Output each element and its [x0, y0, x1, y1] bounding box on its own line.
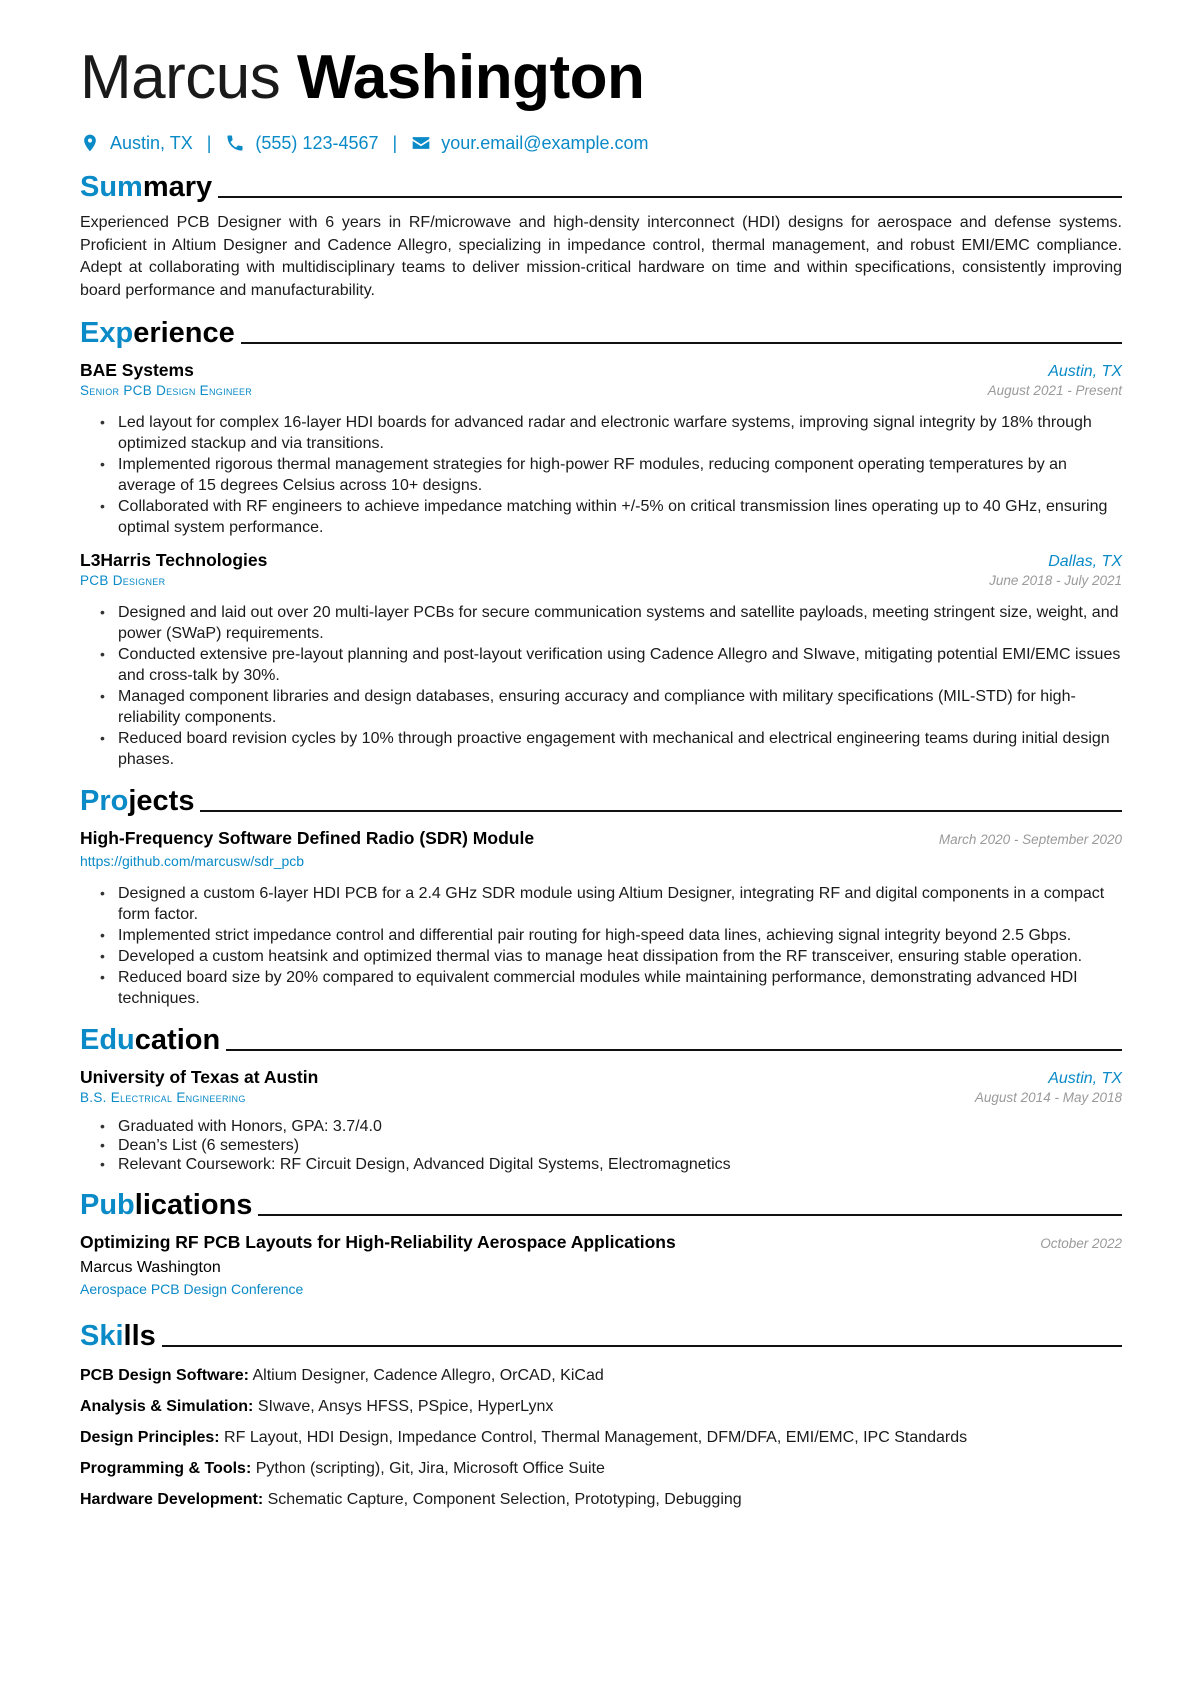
school-location: Austin, TX	[1048, 1070, 1122, 1087]
list-item: • Collaborated with RF engineers to achieve impedance matching within +/-5% on critical transmission lines operating up to 40 GHz, ensuring optimal system performance.	[100, 496, 1122, 538]
candidate-name	[80, 38, 1122, 118]
skill-row: Programming & Tools: Python (scripting), Git, Jira, Microsoft Office Suite	[80, 1460, 605, 1477]
job-bullets	[80, 412, 1122, 538]
phone-icon	[225, 133, 245, 153]
location-text: Austin, TX	[110, 132, 193, 153]
envelope-icon	[411, 133, 431, 153]
project-link[interactable]: https://github.com/marcusw/sdr_pcb	[80, 853, 305, 869]
publication-title: Optimizing RF PCB Layouts for High-Reliability Aerospace Applications	[80, 1232, 676, 1252]
skills-heading: Skills	[80, 1319, 1122, 1353]
section-rule	[200, 810, 1122, 812]
degree: B.S. Electrical Engineering	[80, 1090, 246, 1105]
skill-row: PCB Design Software: Altium Designer, Cadence Allegro, OrCAD, KiCad	[80, 1367, 604, 1384]
project-bullets	[80, 883, 1122, 1009]
map-pin-icon	[80, 133, 100, 153]
projects-heading: Projects	[80, 784, 1122, 818]
publication-date: October 2022	[1040, 1236, 1122, 1251]
list-item: • Implemented rigorous thermal management strategies for high-power RF modules, reducing component operating temperatures by an average of 15 degrees Celsius across 10+ designs.	[100, 454, 1122, 496]
job-dates: June 2018 - July 2021	[989, 573, 1122, 588]
list-item: • Relevant Coursework: RF Circuit Design, Advanced Digital Systems, Electromagnetics	[100, 1155, 1122, 1174]
project-entry	[80, 828, 1122, 1009]
job-dates: August 2021 - Present	[987, 383, 1122, 398]
list-item: • Managed component libraries and design databases, ensuring accuracy and compliance with military specifications (MIL-STD) for high-reliability components.	[100, 686, 1122, 728]
publication-entry	[80, 1232, 1122, 1297]
experience-entry	[80, 360, 1122, 538]
summary-heading: Summary	[80, 170, 1122, 204]
list-item: • Designed and laid out over 20 multi-layer PCBs for secure communication systems and satellite payloads, meeting stringent size, weight, and power (SWaP) requirements.	[100, 602, 1122, 644]
skill-row: Analysis & Simulation: SIwave, Ansys HFSS, PSpice, HyperLynx	[80, 1398, 554, 1415]
phone-text: (555) 123-4567	[255, 132, 379, 153]
education-entry	[80, 1067, 1122, 1174]
contact-email[interactable]	[411, 133, 648, 154]
list-item: • Designed a custom 6-layer HDI PCB for a 2.4 GHz SDR module using Altium Designer, integrating RF and digital components in a compact form factor.	[100, 883, 1122, 925]
school-name: University of Texas at Austin	[80, 1067, 319, 1087]
contact-separator: |	[392, 132, 398, 153]
first-name: Marcus	[80, 43, 281, 112]
project-dates: March 2020 - September 2020	[938, 832, 1122, 847]
list-item: • Reduced board revision cycles by 10% through proactive engagement with mechanical and electrical engineering teams during initial design phases.	[100, 728, 1122, 770]
last-name: Washington	[297, 43, 645, 112]
section-rule	[162, 1345, 1122, 1347]
company-name: L3Harris Technologies	[80, 550, 268, 570]
contact-location	[80, 133, 193, 154]
job-role: Senior PCB Design Engineer	[80, 383, 253, 398]
project-name: High-Frequency Software Defined Radio (SDR) Module	[80, 828, 535, 848]
publications-heading: Publications	[80, 1188, 1122, 1222]
publication-author: Marcus Washington	[80, 1259, 221, 1276]
list-item: • Implemented strict impedance control and differential pair routing for high-speed data lines, achieving signal integrity beyond 2.5 Gbps.	[100, 925, 1122, 946]
education-heading: Education	[80, 1023, 1122, 1057]
section-rule	[258, 1214, 1122, 1216]
list-item: • Developed a custom heatsink and optimized thermal vias to manage heat dissipation from the RF transceiver, ensuring stable operation.	[100, 946, 1122, 967]
contact-bar	[80, 130, 1122, 156]
experience-heading: Experience	[80, 316, 1122, 350]
section-rule	[226, 1049, 1122, 1051]
contact-phone[interactable]	[225, 133, 378, 154]
job-location: Dallas, TX	[1048, 553, 1122, 570]
education-dates: August 2014 - May 2018	[974, 1090, 1122, 1105]
summary-text: Experienced PCB Designer with 6 years in RF/microwave and high-density interconnect (HDI) designs for aerospace and defense systems. Proficient in Altium Designer and Cadence Allegro, specializing in impedance control, thermal management, and robust EMI/EMC compliance. Adept at collaborating with multidisciplinary teams to deliver mission-critical hardware on time and within specifications, consistently improving board performance and manufacturability.	[80, 214, 1122, 299]
skills-list	[80, 1365, 1122, 1511]
job-role: PCB Designer	[80, 573, 166, 588]
list-item: • Graduated with Honors, GPA: 3.7/4.0	[100, 1117, 1122, 1136]
list-item: • Reduced board size by 20% compared to equivalent commercial modules while maintaining performance, demonstrating advanced HDI techniques.	[100, 967, 1122, 1009]
skill-row: Hardware Development: Schematic Capture, Component Selection, Prototyping, Debugging	[80, 1491, 742, 1508]
company-name: BAE Systems	[80, 360, 194, 380]
publication-venue: Aerospace PCB Design Conference	[80, 1281, 304, 1297]
skill-row: Design Principles: RF Layout, HDI Design, Impedance Control, Thermal Management, DFM/DFA, EMI/EMC, IPC Standards	[80, 1429, 968, 1446]
section-rule	[218, 196, 1122, 198]
email-text: your.email@example.com	[441, 132, 649, 153]
job-location: Austin, TX	[1048, 363, 1122, 380]
job-bullets	[80, 602, 1122, 770]
list-item: • Dean’s List (6 semesters)	[100, 1136, 1122, 1155]
experience-entry	[80, 550, 1122, 770]
education-bullets	[80, 1117, 1122, 1174]
list-item: • Conducted extensive pre-layout planning and post-layout verification using Cadence Allegro and SIwave, mitigating potential EMI/EMC issues and cross-talk by 30%.	[100, 644, 1122, 686]
list-item: • Led layout for complex 16-layer HDI boards for advanced radar and electronic warfare systems, improving signal integrity by 18% through optimized stackup and via transitions.	[100, 412, 1122, 454]
section-rule	[241, 342, 1122, 344]
contact-separator: |	[206, 132, 212, 153]
